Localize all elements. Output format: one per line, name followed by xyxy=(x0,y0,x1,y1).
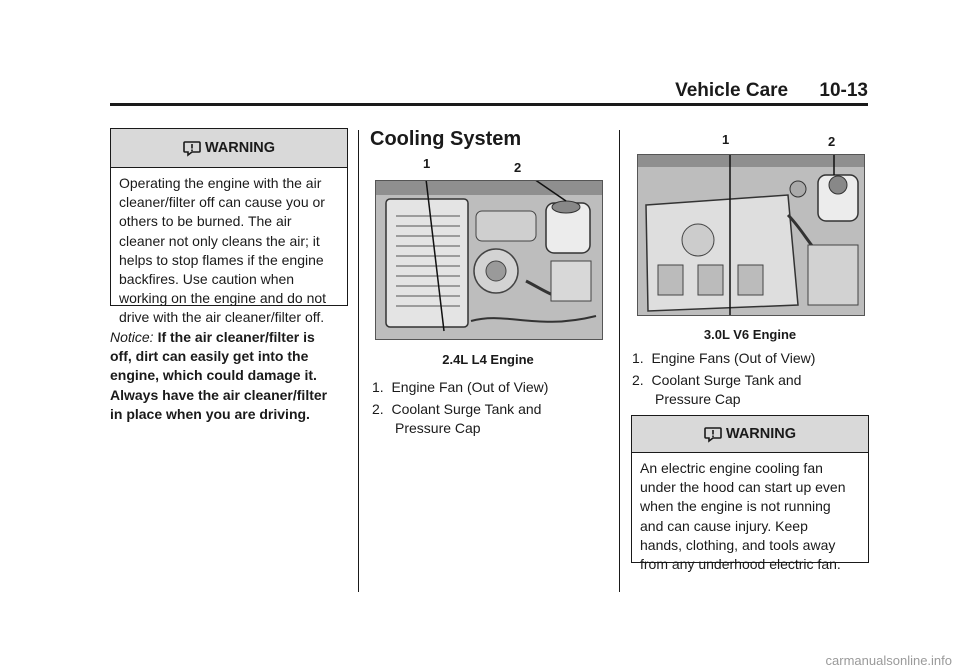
warning-line: backfires. Use caution when xyxy=(119,271,295,288)
header-section: Vehicle Care xyxy=(675,80,789,101)
warning-line: others to be burned. The air xyxy=(119,213,292,230)
warning-line: when the engine is not running xyxy=(640,498,831,515)
warning-line: drive with the air cleaner/filter off. xyxy=(119,309,325,326)
warning-line: An electric engine cooling fan xyxy=(640,460,823,476)
figure2-legend xyxy=(632,349,872,413)
warning-line: cleaner/filter off can cause you or xyxy=(119,194,325,211)
warning-title: WARNING xyxy=(725,426,797,442)
notice-line: engine, which could damage it. xyxy=(110,367,317,384)
warning-header xyxy=(632,416,868,453)
warning-icon xyxy=(704,425,722,443)
header-page-number: 10-13 xyxy=(819,80,868,101)
engine-photo-2-4l xyxy=(375,180,603,340)
page-header xyxy=(110,80,868,102)
warning-line: working on the engine and do not xyxy=(119,290,327,307)
section-title: Cooling System xyxy=(370,128,522,150)
warning-line: from any underhood electric fan. xyxy=(640,556,841,573)
notice-paragraph xyxy=(110,328,346,424)
figure1-caption: 2.4L L4 Engine xyxy=(442,352,534,367)
notice-line: If the air cleaner/filter is xyxy=(157,329,315,345)
warning-line: and can cause injury. Keep xyxy=(640,517,808,534)
warning-box-cooling-fan xyxy=(631,415,869,573)
warning-line: Operating the engine with the air xyxy=(119,175,322,191)
warning-text xyxy=(632,453,868,574)
warning-line: under the hood can start up even xyxy=(640,479,846,496)
engine-photo-3-0l xyxy=(637,154,865,316)
notice-line: in place when you are driving. xyxy=(110,405,310,422)
warning-line: helps to stop flames if the engine xyxy=(119,251,324,268)
figure1-callout-1: 1 xyxy=(423,156,431,171)
warning-line: hands, clothing, and tools away xyxy=(640,536,836,553)
warning-header xyxy=(111,129,347,168)
figure2-callout-1: 1 xyxy=(722,132,730,147)
notice-label: Notice: xyxy=(110,329,154,345)
warning-icon xyxy=(183,139,201,157)
warning-title: WARNING xyxy=(204,140,276,156)
notice-line: off, dirt can easily get into the xyxy=(110,348,309,365)
figure1-legend xyxy=(372,378,612,442)
figure1-callout-2: 2 xyxy=(514,160,522,175)
column-divider-2 xyxy=(619,130,620,592)
warning-text xyxy=(111,168,347,328)
figure2-caption: 3.0L V6 Engine xyxy=(703,327,797,342)
warning-box-air-cleaner xyxy=(110,128,348,326)
figure2-callout-2: 2 xyxy=(828,134,836,149)
list-item: 1. Engine Fan (Out of View) xyxy=(372,379,549,395)
header-rule xyxy=(110,103,868,106)
list-item: 1. Engine Fans (Out of View) xyxy=(632,350,816,366)
list-item: 2. Coolant Surge Tank and Pressure Cap xyxy=(372,401,542,437)
warning-line: cleaner not only cleans the air; it xyxy=(119,232,320,249)
column-divider-1 xyxy=(358,130,359,592)
notice-line: Always have the air cleaner/filter xyxy=(110,386,328,403)
list-item: 2. Coolant Surge Tank and Pressure Cap xyxy=(632,372,802,408)
footer-watermark: carmanualsonline.info xyxy=(825,653,952,668)
